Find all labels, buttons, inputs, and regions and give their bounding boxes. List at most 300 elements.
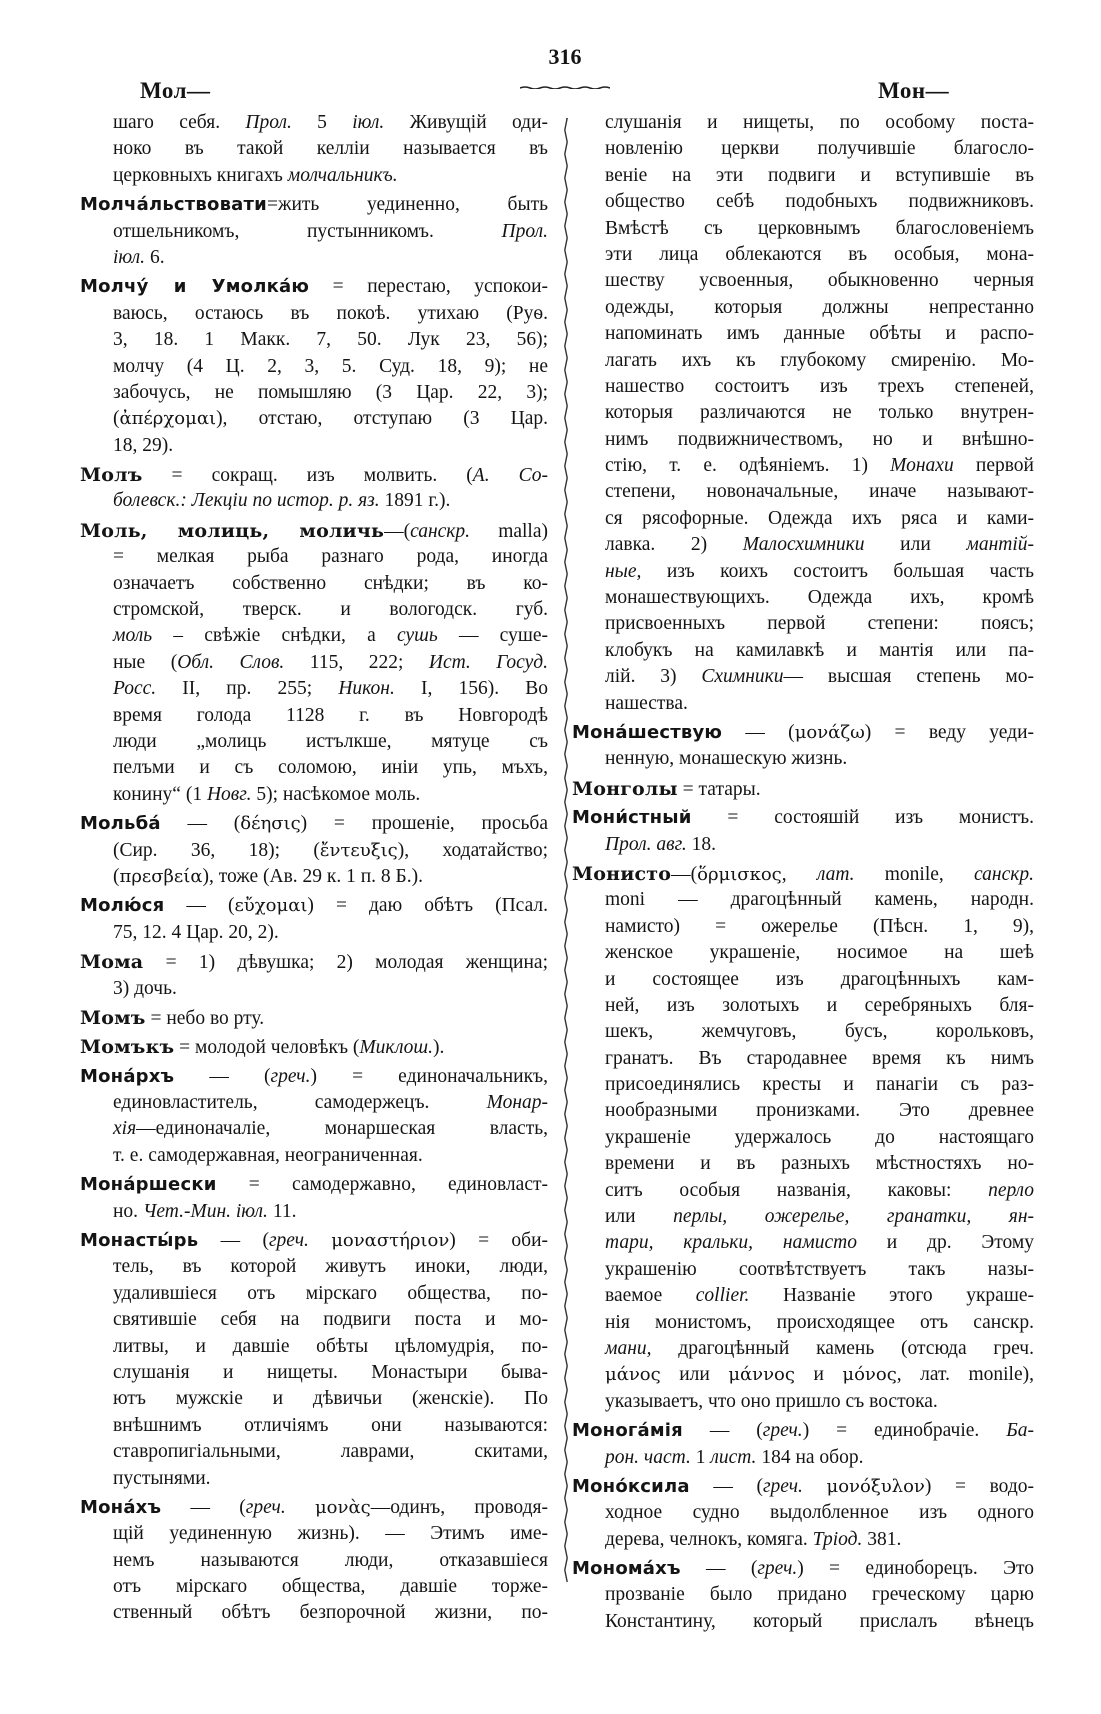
entry-text-line	[572, 664, 1034, 690]
entry-text-line	[80, 1090, 548, 1116]
italic-reference: греч.	[270, 1065, 311, 1087]
entry-text: конину“ (1	[113, 783, 207, 805]
entry-text: ), тоже (Ав. 29 к. 1 п. 8 Б.).	[202, 865, 423, 887]
italic-reference: рон. част.	[605, 1446, 691, 1468]
entry-text: = мелкая рыба разнаго рода, иногда	[113, 546, 548, 568]
headword: Мома	[80, 951, 144, 974]
italic-reference: санскр.	[410, 520, 471, 542]
headword: Монога́мiя	[572, 1420, 683, 1442]
entry-text: тель, въ которой живутъ иноки, люди,	[113, 1256, 548, 1278]
italic-reference: Схимники	[701, 666, 784, 688]
entry-text-line	[80, 1466, 548, 1492]
entry-text: указываетъ, что оно пришло съ востока.	[605, 1390, 938, 1412]
entry-text-line	[572, 189, 1034, 215]
greek-term: μοναστήριον	[331, 1230, 450, 1252]
entry-text: и	[794, 1364, 843, 1386]
entry-text: — высшая степень мо-	[783, 666, 1034, 688]
entry-text: единовластитель, самодержецъ.	[113, 1092, 487, 1114]
entry-text: I, 156). Во	[394, 678, 548, 700]
italic-reference: греч.	[245, 1496, 286, 1518]
entry-text: и состоящее изъ драгоцѣнныхъ кам-	[605, 968, 1034, 990]
italic-reference: iюл.	[352, 112, 385, 133]
entry-text: ) = веду уеди-	[864, 721, 1034, 743]
entry-text: лiй. 3)	[605, 666, 702, 688]
entry-text: ) = единоначальникъ,	[310, 1065, 548, 1087]
entry-text-line	[572, 993, 1034, 1019]
entry-text-line	[80, 380, 548, 406]
entry-text-line	[80, 433, 548, 459]
entry-text-line	[572, 1151, 1034, 1177]
entry-headword-line	[80, 1034, 548, 1060]
entry-text: эти лица облекаются въ особыя, мона-	[605, 243, 1034, 265]
entry-text: нашества.	[605, 692, 688, 714]
greek-term: μάνος	[605, 1364, 661, 1386]
headword: Мона́рхъ	[80, 1065, 175, 1087]
entry-text-line	[80, 623, 548, 649]
entry-text: Константину, который прислалъ вѣнецъ	[605, 1610, 1034, 1632]
italic-reference: Монар-	[486, 1092, 548, 1114]
entry-text-line	[572, 1445, 1034, 1471]
column-divider	[562, 118, 570, 1590]
entry-text: —единоначалiе, монаршеская власть,	[136, 1118, 548, 1140]
entry-text: ютъ мужскiе и дѣвичьи (женскiе). По	[113, 1388, 548, 1410]
greek-term: μονόξυλον	[826, 1475, 925, 1497]
entry-text-line	[572, 453, 1034, 479]
entry-text: но.	[113, 1200, 143, 1222]
italic-reference: Обл. Слов.	[177, 651, 285, 673]
entry-text-line	[80, 219, 548, 245]
entry-text: литвы, и давшiе обѣты цѣломудрiя, по-	[113, 1335, 548, 1357]
entry-text: , лат. monile),	[896, 1364, 1034, 1386]
entry-text-line	[572, 1310, 1034, 1336]
entry-text-line	[80, 571, 548, 597]
entry-text: —(	[384, 520, 411, 542]
entry-text: стромской, тверск. и вологодск. губ.	[113, 599, 548, 621]
entry-text: прозванiе было придано греческому царю	[605, 1584, 1034, 1606]
italic-reference: iюл.	[113, 246, 146, 268]
entry-text-line	[572, 559, 1034, 585]
entry-text: церковныхъ книгахъ	[113, 164, 288, 186]
entry-headword-line	[572, 720, 1034, 746]
entry-text: = сокращ. изъ молвить. (	[142, 465, 473, 487]
entry-text: люди „молиць истълкше, мятуце съ	[113, 730, 548, 752]
entry-text: изъ коихъ состоитъ большая часть	[641, 560, 1034, 582]
entry-text: 75, 12. 4 Цар. 20, 2).	[113, 921, 279, 943]
entry-text-line	[80, 782, 548, 808]
entry-text-line	[572, 1500, 1034, 1526]
entry-text-line	[572, 136, 1034, 162]
entry-text: Названiе этого украше-	[749, 1285, 1034, 1307]
entry-text-line	[572, 1178, 1034, 1204]
entry-text-line	[572, 321, 1034, 347]
headword: Монасты́рь	[80, 1230, 199, 1252]
entry-text: степени, новоначальные, иначе называют-	[605, 481, 1034, 503]
entry-text: времени и въ разныхъ мѣстностяхъ но-	[605, 1153, 1034, 1175]
entry-text: — (	[161, 1496, 246, 1518]
headword: Молю́ся	[80, 895, 165, 917]
entry-text-line	[572, 1609, 1034, 1635]
headword: Мона́ршески	[80, 1174, 217, 1196]
italic-reference: Прол. авг.	[605, 833, 687, 855]
entry-text: или	[660, 1364, 729, 1386]
entry-headword-line	[572, 1418, 1034, 1444]
entry-text-line	[80, 1281, 548, 1307]
entry-text: драгоцѣнный камень (отсюда греч.	[651, 1337, 1034, 1359]
page-number: 316	[548, 44, 582, 69]
entry-text-line	[80, 406, 548, 432]
entry-text: внѣшнимъ отличiямъ они называются:	[113, 1414, 548, 1436]
headword: Мона́шествую	[572, 721, 723, 743]
entry-text-line	[572, 940, 1034, 966]
entry-text-line	[80, 703, 548, 729]
entry-text: или	[864, 534, 967, 556]
headword: Монома́хъ	[572, 1558, 681, 1580]
entry-text-line	[572, 832, 1034, 858]
entry-text-line	[572, 295, 1034, 321]
entry-text: первой	[953, 455, 1034, 477]
entry-text-line	[572, 216, 1034, 242]
headword: Молчу́ и Умолка́ю	[80, 276, 310, 298]
entry-text: Живущiй оди-	[384, 112, 548, 133]
entry-text-line	[572, 110, 1034, 136]
entry-text-line	[572, 1336, 1034, 1362]
entry-text: нiя монистомъ, происходящее отъ санскр.	[605, 1311, 1034, 1333]
italic-reference: греч.	[762, 1475, 803, 1497]
entry-text-line	[80, 597, 548, 623]
greek-term: δέησις	[240, 813, 301, 835]
entry-text: ставропигiальными, лаврами, скитами,	[113, 1441, 548, 1463]
italic-reference: Чет.-Мин. iюл.	[142, 1200, 268, 1222]
entry-text: ваемое	[605, 1285, 696, 1307]
entry-text: 5	[291, 112, 353, 133]
entry-text: которыя различаются не только внутрен-	[605, 402, 1034, 424]
entry-text-line	[572, 1125, 1034, 1151]
entry-text	[286, 1497, 315, 1518]
entry-headword-line	[80, 1064, 548, 1090]
italic-reference: Трiод.	[812, 1528, 863, 1550]
italic-reference: Малосхимники	[742, 534, 865, 556]
entry-text-line	[572, 1046, 1034, 1072]
entry-text: —одинъ, проводя-	[370, 1496, 549, 1518]
headword: Мони́стный	[572, 807, 692, 829]
entry-text: 5); насѣкомое моль.	[251, 783, 421, 805]
entry-text: II, пр. 255;	[156, 678, 339, 700]
entry-text-line	[572, 1204, 1034, 1230]
entry-text-line	[80, 110, 548, 136]
entry-text: — (	[164, 895, 235, 917]
entry-text-line	[80, 1307, 548, 1333]
entry-text-line	[572, 268, 1034, 294]
italic-reference: молчальникъ.	[287, 164, 398, 186]
italic-reference: Прол.	[501, 220, 548, 242]
entry-headword-line	[80, 192, 548, 218]
entry-text: нашество состоитъ изъ трехъ степеней,	[605, 375, 1034, 397]
entry-text: — (	[689, 1475, 763, 1497]
entry-text: ные (	[113, 651, 178, 673]
entry-text: святившiе себя на подвиги поста и мо-	[113, 1309, 548, 1331]
entry-text: 3, 18. 1 Макк. 7, 50. Лук 23, 56);	[113, 329, 548, 351]
greek-term: ὅρμισκος	[697, 863, 782, 885]
headword: Монголы	[572, 777, 678, 800]
entry-headword-line	[572, 805, 1034, 831]
italic-reference: сушь	[396, 625, 438, 647]
italic-reference: перло	[988, 1179, 1034, 1201]
greek-term: εὔχομαι	[234, 895, 308, 917]
headword: Мольба́	[80, 813, 161, 835]
entry-text: лагать ихъ къ глубокому смиренiю. Мо-	[605, 349, 1034, 371]
entry-text-line	[80, 163, 548, 189]
entry-text-line	[80, 1548, 548, 1574]
entry-text: — (	[682, 1420, 763, 1442]
entry-headword-line	[80, 1172, 548, 1198]
entry-text: украшенiе удержалось до настоящаго	[605, 1126, 1034, 1148]
entry-text: т. е. самодержавная, неограниченная.	[113, 1144, 423, 1166]
greek-term: ἀπέρχομαι	[119, 408, 217, 430]
entry-text-line	[80, 1439, 548, 1465]
entry-text: — (	[174, 1065, 271, 1087]
entry-headword-line	[572, 1556, 1034, 1582]
entry-text: слушанiя и нищеты. Монастыри быва-	[113, 1361, 548, 1383]
entry-text: дерева, челнокъ, комяга.	[605, 1528, 813, 1550]
entry-text: – свѣжiе снѣдки, а	[152, 625, 397, 647]
entry-text-line	[572, 914, 1034, 940]
italic-reference: Монахи	[890, 455, 954, 477]
left-column	[80, 110, 548, 1627]
entry-text: немъ называются люди, отказавшiеся	[113, 1549, 548, 1571]
entry-text-line	[572, 532, 1034, 558]
italic-reference: греч.	[762, 1420, 803, 1442]
italic-reference: лат.	[816, 863, 855, 885]
entry-text: монашествующихъ. Одежда ихъ, кромѣ	[605, 587, 1034, 609]
entry-text-line	[80, 1199, 548, 1225]
entry-headword-line	[80, 462, 548, 488]
entry-text: шаго себя.	[113, 112, 246, 133]
italic-reference: Ба-	[1006, 1420, 1034, 1442]
entry-text-line	[572, 374, 1034, 400]
entry-headword-line	[80, 1228, 548, 1254]
entry-text: = небо во рту.	[145, 1007, 265, 1029]
entry-text: забочусь, не помышляю (3 Цар. 22, 3);	[113, 381, 548, 403]
entry-text: ственный обѣтъ безпорочной жизни, по-	[113, 1602, 548, 1624]
entry-text: общество себѣ подобныхъ подвижниковъ.	[605, 191, 1034, 213]
entry-text: нообразными пронизками. Это древнее	[605, 1100, 1034, 1122]
headword: Момъкъ	[80, 1036, 175, 1059]
entry-text: 115, 222;	[284, 651, 429, 673]
entry-text-line	[572, 163, 1034, 189]
entry-text	[309, 1230, 331, 1251]
entry-text: — (	[160, 813, 241, 835]
entry-text-line	[572, 638, 1034, 664]
entry-text: или	[605, 1206, 674, 1228]
entry-text: означаетъ собственно снѣдки; въ ко-	[113, 572, 548, 594]
entry-text-line	[80, 488, 548, 514]
italic-reference: collier.	[695, 1285, 750, 1307]
entry-text-line	[80, 1413, 548, 1439]
entry-text: — (	[722, 721, 795, 743]
entry-text-line	[572, 1019, 1034, 1045]
entry-text: 184 на обор.	[756, 1446, 864, 1468]
entry-text: = перестаю, успокои-	[309, 276, 549, 298]
entry-text-line	[80, 544, 548, 570]
entry-text: присоединялись кресты и панагiи съ раз-	[605, 1074, 1034, 1096]
italic-reference: тари, кральки, намисто	[605, 1232, 857, 1254]
italic-reference: Росс.	[113, 678, 157, 700]
entry-text: ) = водо-	[924, 1475, 1035, 1497]
entry-text-line	[572, 1389, 1034, 1415]
entry-text-line	[80, 838, 548, 864]
entry-text: = татары.	[677, 778, 761, 800]
italic-reference: моль	[113, 625, 153, 647]
greek-term: μονὰς	[314, 1496, 371, 1518]
entry-text-line	[572, 1230, 1034, 1256]
entry-text: 1	[690, 1446, 711, 1468]
entry-text: лавка. 2)	[605, 534, 743, 556]
entry-text: присвоенныхъ первой степени: поясъ;	[605, 613, 1034, 635]
italic-reference: Ист. Госуд.	[428, 651, 548, 673]
entry-text: ненную, монашескую жизнь.	[605, 748, 848, 770]
entry-text-line	[80, 1386, 548, 1412]
entry-text: (Сир. 36, 18); (	[113, 839, 320, 861]
headword: Молча́льствовати	[80, 194, 267, 216]
entry-text: венiе на эти подвиги и вступившiе въ	[605, 164, 1034, 186]
entry-text: ), ходатайство;	[397, 839, 549, 861]
entry-headword-line	[572, 861, 1034, 887]
entry-headword-line	[80, 811, 548, 837]
entry-text: 18.	[686, 833, 717, 855]
entry-text-line	[80, 755, 548, 781]
running-head-left: Мол—	[140, 78, 211, 103]
entry-text: — (	[198, 1230, 269, 1252]
greek-term: μάννος	[728, 1364, 795, 1386]
entry-text-line	[80, 1116, 548, 1142]
italic-reference: греч.	[757, 1558, 798, 1580]
entry-text: молчу (4 Ц. 2, 3, 5. Суд. 18, 9); не	[113, 355, 548, 377]
headword: Молъ	[80, 464, 143, 487]
entry-text: 381.	[862, 1528, 902, 1550]
entry-text: 18, 29).	[113, 434, 174, 456]
entry-text: ) = прошенiе, просьба	[300, 813, 548, 835]
entry-text-line	[572, 887, 1034, 913]
entry-text: (	[113, 408, 120, 430]
entry-text: отъ мiрскаго общества, давшiе торже-	[113, 1576, 548, 1598]
entry-text-line	[572, 1527, 1034, 1553]
entry-text-line	[572, 427, 1034, 453]
entry-text-line	[80, 301, 548, 327]
entry-text: украшенiю соотвѣтствуетъ такъ назы-	[605, 1258, 1034, 1280]
entry-text: слушанiя и нищеты, по особому поста-	[605, 112, 1034, 133]
entry-text: —(	[671, 863, 698, 885]
entry-headword-line	[80, 949, 548, 975]
greek-term: πρεσβεία	[119, 865, 203, 887]
entry-text: нимъ подвижничествомъ, но и внѣшно-	[605, 428, 1034, 450]
headword: Момъ	[80, 1006, 146, 1029]
entry-text-line	[80, 327, 548, 353]
entry-text-line	[572, 691, 1034, 717]
entry-headword-line	[80, 274, 548, 300]
entry-text: шеству усвоенныя, обыкновенно черныя	[605, 270, 1034, 292]
entry-text: ) = оби-	[449, 1230, 548, 1252]
entry-text: ) = единоборецъ. Это	[797, 1558, 1034, 1580]
entry-text-line	[80, 136, 548, 162]
entry-text: ноко въ такой келлiи называется въ	[113, 138, 548, 160]
entry-text: ) = единобрачiе.	[802, 1420, 1007, 1442]
entry-text: malla)	[470, 520, 548, 542]
entry-text-line	[572, 506, 1034, 532]
entry-text: = молодой человѣкъ (	[174, 1037, 360, 1059]
entry-text: клобукъ на камилавкѣ и мантiя или па-	[605, 639, 1034, 661]
right-column	[572, 110, 1034, 1635]
entry-text: ситъ особыя названiя, каковы:	[605, 1179, 989, 1201]
entry-text: ней, изъ золотыхъ и серебряныхъ бля-	[605, 994, 1034, 1016]
italic-reference: греч.	[268, 1230, 309, 1252]
entry-headword-line	[80, 893, 548, 919]
entry-headword-line	[80, 1495, 548, 1521]
entry-text: гранатъ. Въ стародавнее время къ нимъ	[605, 1047, 1034, 1069]
italic-reference: Никон.	[338, 678, 395, 700]
greek-term: ἔντευξις	[319, 839, 398, 861]
entry-text-line	[572, 1582, 1034, 1608]
italic-reference: ные,	[605, 560, 642, 582]
entry-headword-line	[572, 1474, 1034, 1500]
entry-text: шекъ, жемчуговъ, бусъ, корольковъ,	[605, 1021, 1034, 1043]
entry-text: ) = даю обѣтъ (Псал.	[307, 895, 548, 917]
entry-text-line	[80, 976, 548, 1002]
entry-text: удалившiеся отъ мiрскаго общества, по-	[113, 1282, 548, 1304]
entry-text: 11.	[267, 1200, 297, 1222]
entry-headword-line	[80, 1005, 548, 1031]
entry-text-line	[572, 479, 1034, 505]
headword: Мона́хъ	[80, 1496, 162, 1518]
entry-text: ).	[433, 1037, 445, 1059]
entry-text-line	[572, 1257, 1034, 1283]
entry-text-line	[80, 1334, 548, 1360]
entry-text-line	[80, 1143, 548, 1169]
entry-text: monile,	[854, 863, 975, 885]
italic-reference: перлы, ожерелье, гранатки, ян-	[673, 1206, 1035, 1228]
headword: Моль, молиць, моличь	[80, 519, 385, 542]
entry-text: новленiю церкви получившiе благосло-	[605, 138, 1034, 160]
greek-term: μόνος	[842, 1364, 897, 1386]
entry-text: ), отстаю, отступаю (3 Цар.	[216, 408, 548, 430]
entry-text: moni — драгоцѣнный камень, народн.	[605, 889, 1034, 911]
entry-text: и др. Этому	[856, 1232, 1035, 1254]
entry-text-line	[572, 400, 1034, 426]
entry-text: Вмѣстѣ съ церковнымъ благословенiемъ	[605, 217, 1034, 239]
entry-text-line	[572, 611, 1034, 637]
entry-text: ходное судно выдолбленное изъ одного	[605, 1502, 1034, 1524]
entry-text-line	[572, 746, 1034, 772]
entry-text-line	[572, 1098, 1034, 1124]
italic-reference: санскр.	[974, 863, 1034, 885]
entry-text-line	[80, 1360, 548, 1386]
entry-text: = самодержавно, единовласт-	[216, 1174, 548, 1196]
entry-text-line	[80, 920, 548, 946]
entry-text-line	[572, 967, 1034, 993]
greek-term: μονάζω	[794, 721, 865, 743]
entry-text: щiй уединенную жизнь). — Этимъ име-	[113, 1523, 548, 1545]
entry-text-line	[80, 1521, 548, 1547]
italic-reference: А. Со-	[472, 465, 548, 487]
headword: Моно́ксила	[572, 1475, 690, 1497]
italic-reference: Прол.	[245, 112, 292, 133]
entry-text: напоминать имъ данные обѣты и распо-	[605, 323, 1034, 345]
italic-reference: мантiй-	[966, 534, 1035, 556]
entry-text: 3) дочь.	[113, 977, 177, 999]
entry-text: 1891 г.).	[379, 490, 451, 512]
entry-text: пелъми и съ соломою, инiи упь, мъхъ,	[113, 757, 548, 779]
entry-text-line	[80, 729, 548, 755]
entry-text: = состояшiй изъ монистъ.	[691, 807, 1034, 829]
